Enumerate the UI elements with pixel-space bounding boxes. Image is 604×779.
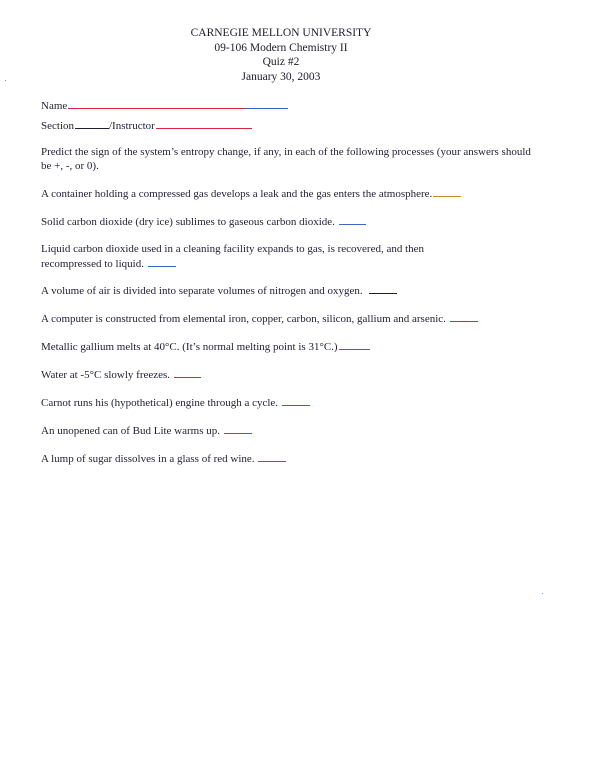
question-text: A volume of air is divided into separate volumes of nitrogen and oxygen. xyxy=(41,285,363,297)
university-title: CARNEGIE MELLON UNIVERSITY xyxy=(190,27,372,39)
section-label: Section xyxy=(41,120,74,132)
question-6 xyxy=(41,340,541,355)
question-text: Liquid carbon dioxide used in a cleaning facility expands to gas, is recovered, and then recompressed to liquid. xyxy=(41,243,425,270)
answer-blank[interactable] xyxy=(174,368,201,378)
answer-blank[interactable] xyxy=(369,284,397,294)
scan-speck xyxy=(542,593,543,594)
course-title: 09-106 Modern Chemistry II xyxy=(214,41,348,54)
question-text: An unopened can of Bud Lite warms up. xyxy=(41,425,221,437)
answer-blank[interactable] xyxy=(450,312,478,322)
question-3 xyxy=(41,243,481,271)
question-9 xyxy=(41,424,541,439)
question-text: Solid carbon dioxide (dry ice) sublimes to gaseous carbon dioxide. xyxy=(41,216,335,228)
instructor-blank[interactable] xyxy=(156,118,252,129)
name-blank[interactable] xyxy=(68,98,246,109)
instructions: Predict the sign of the system’s entropy change, if any, in each of the following processes (your answers should be +, -, or 0). xyxy=(41,146,531,172)
name-blank-end xyxy=(246,98,288,109)
question-text: Carnot runs his (hypothetical) engine through a cycle. xyxy=(41,397,279,409)
name-field xyxy=(41,98,288,114)
question-text: A container holding a compressed gas develops a leak and the gas enters the atmosphere. xyxy=(41,188,433,200)
quiz-number: Quiz #2 xyxy=(262,56,300,68)
question-10 xyxy=(41,452,541,467)
question-2 xyxy=(41,215,541,230)
question-text: Metallic gallium melts at 40°C. (It’s normal melting point is 31°C.) xyxy=(41,341,338,353)
question-text: Water at -5°C slowly freezes. xyxy=(41,369,171,381)
instructor-label: /Instructor xyxy=(109,120,155,132)
answer-blank[interactable] xyxy=(339,215,366,225)
question-5 xyxy=(41,312,561,327)
answer-blank[interactable] xyxy=(282,396,310,406)
section-instructor-field xyxy=(41,118,252,134)
answer-blank[interactable] xyxy=(433,187,461,197)
answer-blank[interactable] xyxy=(258,452,286,462)
quiz-date: January 30, 2003 xyxy=(241,70,321,83)
question-8 xyxy=(41,396,541,411)
question-1 xyxy=(41,187,541,202)
question-text: A computer is constructed from elemental iron, copper, carbon, silicon, gallium and arsenic. xyxy=(41,313,446,325)
answer-blank[interactable] xyxy=(224,424,252,434)
quiz-header xyxy=(0,26,562,84)
question-4 xyxy=(41,284,541,299)
scan-speck xyxy=(5,80,6,81)
name-label: Name xyxy=(41,100,68,112)
answer-blank[interactable] xyxy=(148,257,176,267)
question-7 xyxy=(41,368,541,383)
section-blank[interactable] xyxy=(75,118,109,129)
answer-blank[interactable] xyxy=(339,340,370,350)
question-text: A lump of sugar dissolves in a glass of red wine. xyxy=(41,453,255,465)
